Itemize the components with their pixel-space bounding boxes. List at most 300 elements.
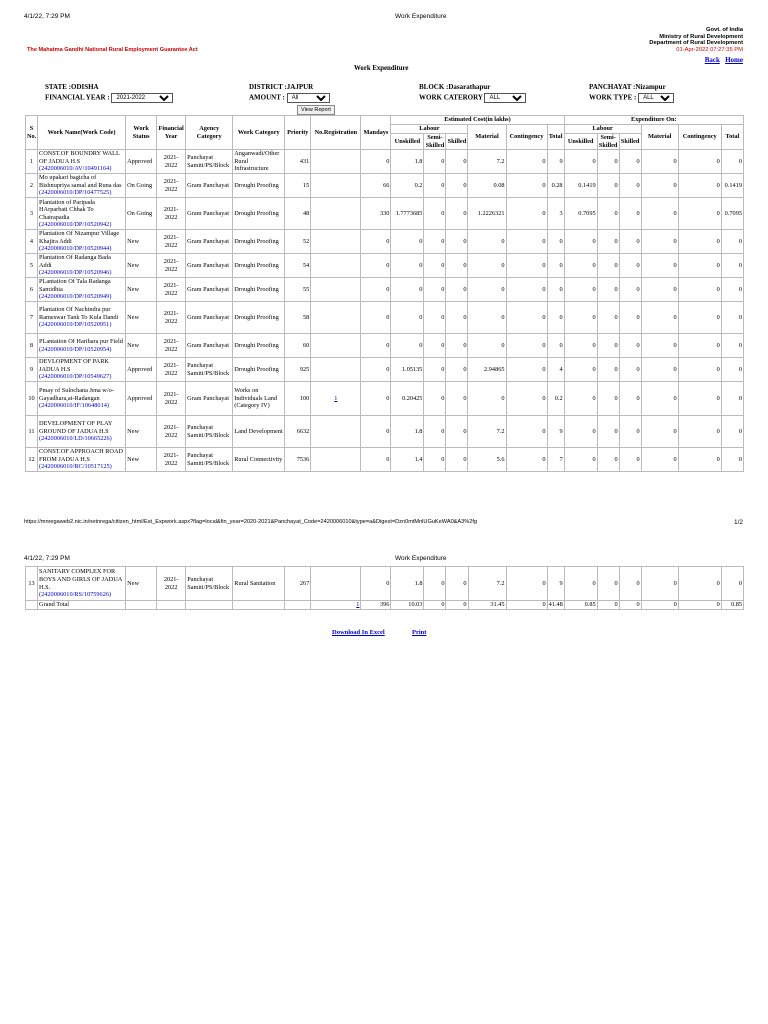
print-title: Work Expenditure bbox=[395, 13, 447, 20]
e-unsk-value: 0.2 bbox=[391, 174, 424, 198]
gov-line1: Govt. of India bbox=[705, 27, 743, 33]
e-semi-value: 0 bbox=[424, 567, 446, 601]
x-cont-value: 0 bbox=[678, 448, 721, 472]
agency-category: Gram Panchayat bbox=[186, 230, 233, 254]
work-name: Plantation Of Radanga Bada Addi bbox=[39, 254, 111, 269]
work-category-select[interactable] bbox=[484, 93, 526, 103]
x-sk-value: 0 bbox=[619, 150, 641, 174]
x-mat-value: 0 bbox=[641, 358, 678, 382]
x-unsk-value: 0 bbox=[564, 382, 597, 416]
work-name-cell bbox=[38, 230, 126, 254]
work-code-link[interactable]: (2420006010/DP/10477525) bbox=[39, 189, 112, 197]
table-row bbox=[26, 382, 744, 416]
work-code-link[interactable]: (2420006010/DP/10520951) bbox=[39, 321, 112, 329]
grand-total-empty bbox=[126, 601, 157, 610]
priority: 267 bbox=[285, 567, 311, 601]
work-code-link[interactable]: (2420006010/DP/10520946) bbox=[39, 269, 112, 277]
table-row bbox=[26, 278, 744, 302]
work-category: Drought Proofing bbox=[233, 302, 285, 334]
work-status: On Going bbox=[126, 174, 157, 198]
table-row bbox=[26, 416, 744, 448]
panchayat-label: PANCHAYAT :Nizampur bbox=[589, 83, 666, 91]
e-mat-value: 7.2 bbox=[468, 416, 506, 448]
e-mat-value: 1.2226321 bbox=[468, 198, 506, 230]
row-sno: 7 bbox=[26, 302, 38, 334]
financial-year: 2021-2022 bbox=[157, 358, 186, 382]
no-registration bbox=[311, 358, 361, 382]
x-unsk-value: 0.7095 bbox=[564, 198, 597, 230]
grand-total-row bbox=[26, 601, 744, 610]
x-semi-value: 0 bbox=[597, 198, 619, 230]
financial-year-label: FINANCIAL YEAR : bbox=[45, 93, 110, 102]
print-page-number: 1/2 bbox=[733, 519, 743, 526]
work-category: Rural Sanitation bbox=[233, 567, 285, 601]
financial-year: 2021-2022 bbox=[157, 302, 186, 334]
e-sk-value: 0 bbox=[446, 416, 468, 448]
e-sk-value: 0 bbox=[446, 448, 468, 472]
col-exp-total: Total bbox=[721, 125, 743, 150]
work-name: DEVLOPMENT OF PARK JADUA H.S bbox=[39, 358, 109, 373]
e-cont-value: 0 bbox=[506, 278, 547, 302]
e-cont-value: 0 bbox=[506, 150, 547, 174]
e-cont-value: 0 bbox=[506, 358, 547, 382]
x-unsk-value: 0.1419 bbox=[564, 174, 597, 198]
grand-total-x-mat: 0 bbox=[641, 601, 678, 610]
x-cont-value: 0 bbox=[678, 174, 721, 198]
x-semi-value: 0 bbox=[597, 358, 619, 382]
col-exp-semi-skilled: Semi-Skilled bbox=[598, 134, 618, 149]
x-mat-value: 0 bbox=[641, 254, 678, 278]
col-est-unskilled: Unskilled bbox=[391, 134, 424, 150]
e-sk-value: 0 bbox=[446, 278, 468, 302]
work-name: Plantation Of Nizampur Village Khajira Addi bbox=[39, 230, 120, 245]
e-tot-value: 9 bbox=[547, 567, 564, 601]
x-mat-value: 0 bbox=[641, 448, 678, 472]
work-category-label: WORK CATERORY bbox=[419, 93, 483, 102]
no-registration bbox=[311, 334, 361, 358]
work-name: DEVELOPMENT OF PLAY GROUND OF JADUA H.S bbox=[39, 420, 113, 435]
mandays-value: 0 bbox=[361, 278, 391, 302]
work-code-link[interactable]: (2420006010/DP/10520944) bbox=[39, 245, 112, 253]
e-mat-value: 0 bbox=[468, 230, 506, 254]
agency-category: Panchayat Samiti/PS/Block bbox=[186, 448, 233, 472]
work-code-link[interactable]: (2420006010/RS/10759626) bbox=[39, 591, 112, 599]
col-est-semi-skilled: Semi-Skilled bbox=[425, 134, 445, 149]
mandays-value: 0 bbox=[361, 416, 391, 448]
x-sk-value: 0 bbox=[619, 302, 641, 334]
col-est-skilled: Skilled bbox=[446, 134, 468, 150]
x-semi-value: 0 bbox=[597, 174, 619, 198]
district-label: DISTRICT :JAJPUR bbox=[249, 83, 314, 91]
work-type-label: WORK TYPE : bbox=[589, 93, 637, 102]
table-row bbox=[26, 302, 744, 334]
row-sno: 4 bbox=[26, 230, 38, 254]
work-code-link[interactable]: (2420006010/DP/10549627) bbox=[39, 373, 112, 381]
table-row bbox=[26, 150, 744, 174]
work-status: New bbox=[126, 448, 157, 472]
work-category: Rural Connectivity bbox=[233, 448, 285, 472]
work-status: New bbox=[126, 334, 157, 358]
e-semi-value: 0 bbox=[424, 302, 446, 334]
e-mat-value: 0.08 bbox=[468, 174, 506, 198]
row-sno: 8 bbox=[26, 334, 38, 358]
x-semi-value: 0 bbox=[597, 382, 619, 416]
x-tot-value: 0 bbox=[721, 448, 743, 472]
col-est-material: Material bbox=[468, 125, 506, 150]
work-name-cell bbox=[38, 278, 126, 302]
financial-year: 2021-2022 bbox=[157, 150, 186, 174]
row-sno: 10 bbox=[26, 382, 38, 416]
mandays-value: 0 bbox=[361, 567, 391, 601]
work-name: SANITARY COMPLEX FOR BOYS AND GIRLS OF JADUA H.S. bbox=[39, 568, 122, 591]
e-sk-value: 0 bbox=[446, 302, 468, 334]
grand-total-spacer bbox=[26, 601, 38, 610]
page-title: Work Expenditure bbox=[354, 65, 409, 72]
amount-select[interactable] bbox=[287, 93, 330, 103]
col-agency-category: Agency Category bbox=[186, 116, 233, 150]
table-row bbox=[26, 174, 744, 198]
col-exp-labour: Labour bbox=[564, 125, 641, 134]
gov-header bbox=[649, 27, 743, 53]
agency-category: Panchayat Samiti/PS/Block bbox=[186, 567, 233, 601]
col-est-total: Total bbox=[547, 125, 564, 150]
e-unsk-value: 0 bbox=[391, 278, 424, 302]
x-tot-value: 0 bbox=[721, 150, 743, 174]
x-sk-value: 0 bbox=[619, 448, 641, 472]
financial-year: 2021-2022 bbox=[157, 448, 186, 472]
x-tot-value: 0 bbox=[721, 302, 743, 334]
work-name: CONST.OF APPROACH ROAD FROM JADUA H.S bbox=[39, 448, 124, 463]
table-row bbox=[26, 567, 744, 601]
x-sk-value: 0 bbox=[619, 382, 641, 416]
grand-total-x-cont: 0 bbox=[678, 601, 721, 610]
x-cont-value: 0 bbox=[678, 230, 721, 254]
e-mat-value: 0 bbox=[468, 302, 506, 334]
e-unsk-value: 0 bbox=[391, 230, 424, 254]
work-status: New bbox=[126, 230, 157, 254]
e-semi-value: 0 bbox=[424, 416, 446, 448]
amount-filter bbox=[249, 93, 330, 103]
work-name-cell bbox=[38, 174, 126, 198]
view-report-button[interactable]: View Report bbox=[297, 105, 335, 115]
e-semi-value: 0 bbox=[424, 174, 446, 198]
col-financial-year: Financial Year bbox=[157, 116, 186, 150]
work-name-cell bbox=[38, 448, 126, 472]
agency-category: Gram Panchayat bbox=[186, 254, 233, 278]
work-category: Land Development bbox=[233, 416, 285, 448]
e-unsk-value: 1.8 bbox=[391, 416, 424, 448]
e-unsk-value: 1.8 bbox=[391, 567, 424, 601]
no-registration bbox=[311, 302, 361, 334]
no-registration bbox=[311, 448, 361, 472]
x-semi-value: 0 bbox=[597, 230, 619, 254]
x-unsk-value: 0 bbox=[564, 302, 597, 334]
work-table bbox=[25, 115, 744, 472]
x-tot-value: 0 bbox=[721, 567, 743, 601]
x-unsk-value: 0 bbox=[564, 230, 597, 254]
work-code-link[interactable]: (2420006010/DP/10520942) bbox=[39, 221, 112, 229]
mandays-value: 0 bbox=[361, 358, 391, 382]
col-exp-skilled: Skilled bbox=[619, 134, 641, 150]
financial-year: 2021-2022 bbox=[157, 230, 186, 254]
work-category: Drought Proofing bbox=[233, 174, 285, 198]
e-sk-value: 0 bbox=[446, 254, 468, 278]
e-tot-value: 0 bbox=[547, 302, 564, 334]
agency-category: Gram Panchayat bbox=[186, 198, 233, 230]
work-category: Anganwadi/Other Rural Infrastructure bbox=[233, 150, 285, 174]
e-cont-value: 0 bbox=[506, 567, 547, 601]
gov-line3: Department of Rural Development bbox=[649, 40, 743, 47]
financial-year: 2021-2022 bbox=[157, 382, 186, 416]
grand-total-registration bbox=[311, 601, 361, 610]
col-sno: S No. bbox=[26, 116, 38, 150]
work-status: Approved bbox=[126, 358, 157, 382]
mandays-value: 0 bbox=[361, 150, 391, 174]
x-tot-value: 0 bbox=[721, 416, 743, 448]
grand-total-e-mat: 31.45 bbox=[468, 601, 506, 610]
row-sno: 6 bbox=[26, 278, 38, 302]
x-semi-value: 0 bbox=[597, 416, 619, 448]
x-mat-value: 0 bbox=[641, 567, 678, 601]
grand-total-x-semi: 0 bbox=[597, 601, 619, 610]
e-unsk-value: 0 bbox=[391, 334, 424, 358]
grand-total-e-tot: 41.48 bbox=[548, 601, 563, 609]
e-mat-value: 5.6 bbox=[468, 448, 506, 472]
grand-total-empty bbox=[233, 601, 285, 610]
e-cont-value: 0 bbox=[506, 416, 547, 448]
work-type-select[interactable] bbox=[638, 93, 674, 103]
table-row bbox=[26, 230, 744, 254]
x-semi-value: 0 bbox=[597, 150, 619, 174]
x-sk-value: 0 bbox=[619, 198, 641, 230]
work-code-link[interactable]: (2420006010/RC/10517125) bbox=[39, 463, 112, 471]
print-url: https://mnregaweb2.nic.in/netnrega/citizen_html/Est_Expwork.aspx?flag=local&fin_year=2020-2021&Panchayat_Code=2420006010&type=a&Digest=Dzn0mtMnlUGuKeWA0&A3%2fg bbox=[24, 519, 478, 525]
priority: 58 bbox=[285, 302, 311, 334]
nav-links bbox=[705, 56, 743, 64]
priority: 15 bbox=[285, 174, 311, 198]
grand-total-e-sk: 0 bbox=[446, 601, 468, 610]
e-semi-value: 0 bbox=[424, 230, 446, 254]
e-tot-value: 0 bbox=[547, 334, 564, 358]
no-registration bbox=[311, 567, 361, 601]
home-link[interactable]: Home bbox=[725, 56, 743, 64]
e-mat-value: 7.2 bbox=[468, 150, 506, 174]
priority: 60 bbox=[285, 334, 311, 358]
col-est-labour: Labour bbox=[391, 125, 468, 134]
e-unsk-value: 1.8 bbox=[391, 150, 424, 174]
e-mat-value: 7.2 bbox=[468, 567, 506, 601]
work-category-filter bbox=[419, 93, 526, 103]
work-type-filter bbox=[589, 93, 674, 103]
agency-category: Gram Panchayat bbox=[186, 302, 233, 334]
x-cont-value: 0 bbox=[678, 278, 721, 302]
financial-year-select[interactable] bbox=[111, 93, 173, 103]
x-unsk-value: 0 bbox=[564, 334, 597, 358]
table-row bbox=[26, 198, 744, 230]
e-tot-value: 0.28 bbox=[547, 174, 564, 198]
mandays-value: 330 bbox=[361, 198, 391, 230]
financial-year-filter bbox=[45, 93, 173, 103]
work-status: New bbox=[126, 254, 157, 278]
priority: 55 bbox=[285, 278, 311, 302]
no-registration bbox=[311, 174, 361, 198]
e-tot-value: 0 bbox=[547, 254, 564, 278]
table-row bbox=[26, 334, 744, 358]
work-status: New bbox=[126, 416, 157, 448]
financial-year: 2021-2022 bbox=[157, 198, 186, 230]
col-exp-unskilled: Unskilled bbox=[564, 134, 597, 150]
e-sk-value: 0 bbox=[446, 174, 468, 198]
col-mandays: Mandays bbox=[361, 116, 391, 150]
x-sk-value: 0 bbox=[619, 334, 641, 358]
row-sno: 2 bbox=[26, 174, 38, 198]
work-status: Approved bbox=[126, 382, 157, 416]
work-name: Plantation of Paripada HArparbati Chhak To Chatrapadia bbox=[39, 198, 95, 221]
work-name-cell bbox=[38, 302, 126, 334]
e-sk-value: 0 bbox=[446, 230, 468, 254]
col-work-status: Work Status bbox=[126, 116, 157, 150]
priority: 431 bbox=[285, 150, 311, 174]
e-unsk-value: 0.20425 bbox=[391, 382, 424, 416]
work-category: Drought Proofing bbox=[233, 334, 285, 358]
x-sk-value: 0 bbox=[619, 358, 641, 382]
x-cont-value: 0 bbox=[678, 416, 721, 448]
grand-total-x-unsk: 0.85 bbox=[564, 601, 597, 610]
financial-year: 2021-2022 bbox=[157, 278, 186, 302]
e-semi-value: 0 bbox=[424, 334, 446, 358]
work-code-link[interactable]: (2420006010/DP/10520949) bbox=[39, 293, 112, 301]
agency-category: Gram Panchayat bbox=[186, 334, 233, 358]
grand-total-e-semi: 0 bbox=[424, 601, 446, 610]
row-sno: 9 bbox=[26, 358, 38, 382]
page2-datetime: 4/1/22, 7:29 PM bbox=[24, 555, 70, 562]
gov-timestamp: 01-Apr-2022 07:27:35 PM bbox=[676, 46, 743, 53]
work-status: New bbox=[126, 278, 157, 302]
e-unsk-value: 1.7773685 bbox=[391, 198, 424, 230]
x-cont-value: 0 bbox=[678, 302, 721, 334]
row-sno: 12 bbox=[26, 448, 38, 472]
work-name-cell bbox=[38, 334, 126, 358]
work-name-cell bbox=[38, 358, 126, 382]
x-mat-value: 0 bbox=[641, 278, 678, 302]
grand-total-registration-link[interactable]: 1 bbox=[356, 601, 360, 609]
work-name: PLantation Of Tala Radanga Samidhia bbox=[39, 278, 111, 293]
no-registration bbox=[311, 254, 361, 278]
x-cont-value: 0 bbox=[678, 382, 721, 416]
work-category: Drought Proofing bbox=[233, 358, 285, 382]
no-registration bbox=[311, 278, 361, 302]
e-unsk-value: 1.4 bbox=[391, 448, 424, 472]
work-code-link[interactable]: (2420006010/AV/10491164) bbox=[39, 165, 112, 173]
x-mat-value: 0 bbox=[641, 382, 678, 416]
x-unsk-value: 0 bbox=[564, 150, 597, 174]
financial-year: 2021-2022 bbox=[157, 567, 186, 601]
x-unsk-value: 0 bbox=[564, 416, 597, 448]
state-label: STATE :ODISHA bbox=[45, 83, 99, 91]
e-sk-value: 0 bbox=[446, 567, 468, 601]
gov-line2: Ministry of Rural Development bbox=[659, 33, 743, 40]
e-sk-value: 0 bbox=[446, 334, 468, 358]
x-semi-value: 0 bbox=[597, 302, 619, 334]
grand-total-e-unsk: 10.03 bbox=[391, 601, 424, 610]
download-excel-link[interactable]: Download In Excel bbox=[332, 629, 385, 636]
mandays-value: 0 bbox=[361, 382, 391, 416]
e-cont-value: 0 bbox=[506, 382, 547, 416]
work-table-continued bbox=[25, 566, 744, 610]
priority: 925 bbox=[285, 358, 311, 382]
e-cont-value: 0 bbox=[506, 448, 547, 472]
x-sk-value: 0 bbox=[619, 174, 641, 198]
x-cont-value: 0 bbox=[678, 254, 721, 278]
work-name-cell bbox=[38, 567, 126, 601]
e-mat-value: 0 bbox=[468, 254, 506, 278]
agency-category: Panchayat Samiti/PS/Block bbox=[186, 358, 233, 382]
col-group-expenditure: Expenditure On: bbox=[564, 116, 743, 125]
work-category: Works on Individuals Land (Category IV) bbox=[233, 382, 285, 416]
x-semi-value: 0 bbox=[597, 278, 619, 302]
work-code-link[interactable]: (2420006010/IF/10648014) bbox=[39, 402, 109, 410]
e-tot-value: 0 bbox=[547, 278, 564, 302]
amount-label: AMOUNT : bbox=[249, 93, 285, 102]
e-cont-value: 0 bbox=[506, 230, 547, 254]
mandays-value: 0 bbox=[361, 302, 391, 334]
e-unsk-value: 1.05135 bbox=[391, 358, 424, 382]
work-name-cell bbox=[38, 198, 126, 230]
e-tot-value: 4 bbox=[547, 358, 564, 382]
work-code-link[interactable]: (2420006010/DP/10520954) bbox=[39, 345, 112, 353]
e-tot-value: 9 bbox=[547, 416, 564, 448]
x-semi-value: 0 bbox=[597, 448, 619, 472]
x-unsk-value: 0 bbox=[564, 358, 597, 382]
col-priority: Priority bbox=[285, 116, 311, 150]
page2-title: Work Expenditure bbox=[395, 555, 447, 562]
grand-total-empty bbox=[285, 601, 311, 610]
table-row bbox=[26, 254, 744, 278]
row-sno: 13 bbox=[26, 567, 38, 601]
e-tot-value: 0 bbox=[547, 230, 564, 254]
back-link[interactable]: Back bbox=[704, 56, 720, 64]
e-sk-value: 0 bbox=[446, 358, 468, 382]
x-tot-value: 0 bbox=[721, 334, 743, 358]
work-name: Pmay of Sulochana Jena w/o- Gayadhara,at-Radangan bbox=[39, 387, 114, 402]
x-cont-value: 0 bbox=[678, 567, 721, 601]
e-mat-value: 0 bbox=[468, 382, 506, 416]
work-code-link[interactable]: (2420006010/LD/10665226) bbox=[39, 435, 112, 443]
work-category: Drought Proofing bbox=[233, 254, 285, 278]
col-est-contingency: Contingency bbox=[506, 125, 547, 150]
e-tot-value: 3 bbox=[547, 198, 564, 230]
registration-link[interactable]: 1 bbox=[334, 394, 338, 402]
priority: 7536 bbox=[285, 448, 311, 472]
row-sno: 1 bbox=[26, 150, 38, 174]
print-datetime: 4/1/22, 7:29 PM bbox=[24, 13, 70, 20]
e-semi-value: 0 bbox=[424, 382, 446, 416]
e-unsk-value: 0 bbox=[391, 302, 424, 334]
priority: 54 bbox=[285, 254, 311, 278]
x-tot-value: 0.1419 bbox=[721, 174, 743, 198]
e-semi-value: 0 bbox=[424, 278, 446, 302]
grand-total-x-sk: 0 bbox=[619, 601, 641, 610]
work-name: Plantation Of Nachindra pur Rameswar Tank To Kula Dandi bbox=[39, 306, 119, 321]
grand-total-empty bbox=[186, 601, 233, 610]
x-sk-value: 0 bbox=[619, 230, 641, 254]
work-category: Drought Proofing bbox=[233, 278, 285, 302]
work-name-cell bbox=[38, 382, 126, 416]
print-link[interactable]: Print bbox=[411, 629, 427, 636]
col-work-category: Work Category bbox=[233, 116, 285, 150]
footer-links bbox=[332, 629, 426, 636]
x-sk-value: 0 bbox=[619, 278, 641, 302]
